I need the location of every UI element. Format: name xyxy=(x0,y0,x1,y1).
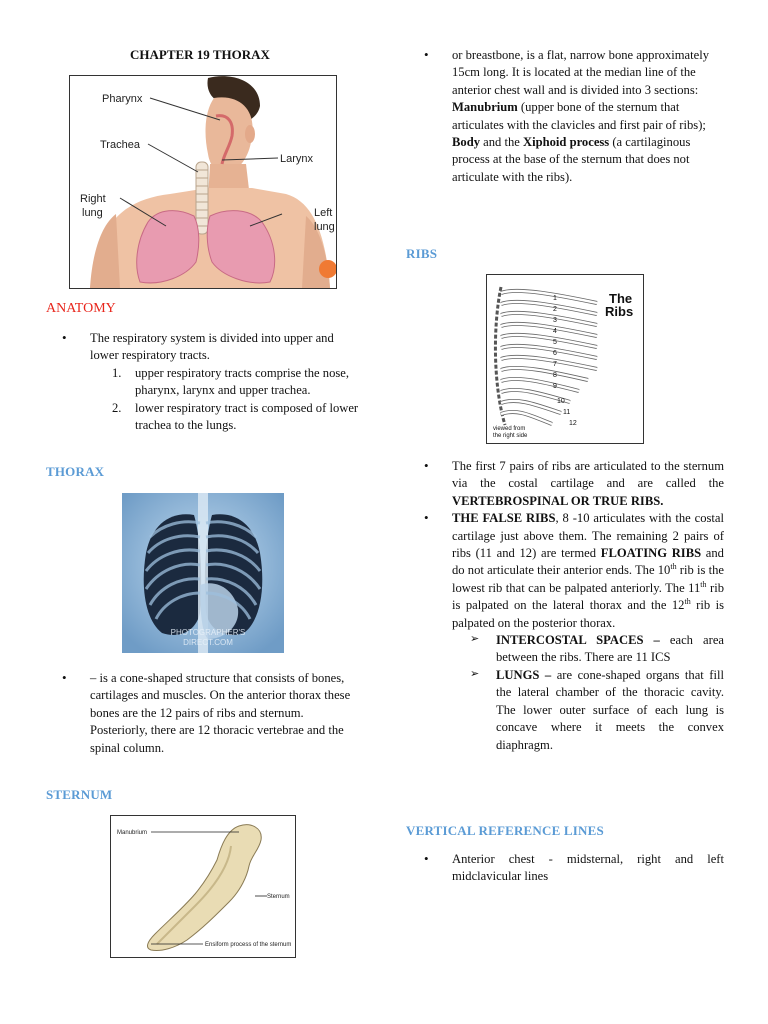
trachea-label: Trachea xyxy=(100,139,140,151)
vertical-lines-bullet-text: Anterior chest - midsternal, right and left midclavicular lines xyxy=(452,852,724,884)
anatomy-numbered-list xyxy=(112,365,362,435)
rib-number-label: 7 xyxy=(553,361,557,368)
rib-number-label: 6 xyxy=(553,350,557,357)
list-item xyxy=(112,365,362,400)
left-lung-label-2: lung xyxy=(314,221,335,233)
ribs-bullets xyxy=(424,458,724,754)
thorax-bullet xyxy=(62,670,362,757)
ribs-caption-line1: viewed from xyxy=(493,426,526,432)
sternum-body-label: Sternum xyxy=(267,894,290,900)
rib-number-label: 3 xyxy=(553,317,557,324)
pharynx-label: Pharynx xyxy=(102,93,143,105)
list-number: 1. xyxy=(112,365,122,380)
vertical-lines-bullet xyxy=(424,851,724,886)
rib-number-label: 11 xyxy=(563,409,571,416)
rib-number-label: 12 xyxy=(569,420,577,427)
bullet-icon: • xyxy=(424,458,429,473)
left-lung-label-1: Left xyxy=(314,207,333,219)
sternum-heading: STERNUM xyxy=(46,787,113,802)
ribs-subbullet-1: ➢ INTERCOSTAL SPACES – each area between the ribs. There are 11 ICS xyxy=(470,633,725,665)
ribs-figure-title-line1: The xyxy=(609,291,633,306)
ribs-heading: RIBS xyxy=(406,246,438,261)
rib-number-label: 8 xyxy=(553,372,557,379)
chapter-title: CHAPTER 19 THORAX xyxy=(130,47,270,62)
bullet-icon: • xyxy=(424,47,429,62)
right-lung-label-1: Right xyxy=(80,193,106,205)
rib-number-label: 5 xyxy=(553,339,557,346)
chest-xray-image xyxy=(122,493,284,653)
list-item xyxy=(112,400,362,435)
thorax-heading: THORAX xyxy=(46,464,105,479)
sternum-illustration xyxy=(111,816,295,957)
list-number: 2. xyxy=(112,400,122,415)
ribs-figure xyxy=(486,274,644,444)
thorax-bullet-text: – is a cone-shaped structure that consists of bones, cartilages and muscles. On the anterior thorax these bones are the 12 pairs of ribs and sternum. Posteriorly, there are 12 thoracic vertebrae and the spinal column. xyxy=(90,671,351,755)
xray-watermark-line2: DIRECT.COM xyxy=(183,638,233,647)
anatomy-heading: ANATOMY xyxy=(46,301,116,316)
ribs-illustration xyxy=(487,275,643,443)
anatomy-bullet-text: The respiratory system is divided into upper and lower respiratory tracts. xyxy=(90,331,334,363)
chest-xray-figure xyxy=(122,493,284,653)
ribs-subbullet-2: ➢ LUNGS – are cone-shaped organs that fill the lateral chamber of the thoracic cavity. The lower outer surface of each lung is concave where it meets the convex diaphragm. xyxy=(470,667,724,752)
rib-number-label: 4 xyxy=(553,328,557,335)
manubrium-label: Manubrium xyxy=(117,830,148,836)
arrow-bullet-icon: ➢ xyxy=(470,667,480,680)
respiratory-anatomy-figure xyxy=(69,75,337,289)
right-lung-label-2: lung xyxy=(82,207,103,219)
sternum-figure xyxy=(110,815,296,958)
bullet-icon: • xyxy=(62,670,67,685)
bullet-icon: • xyxy=(424,510,429,526)
ribs-bullet-2: • THE FALSE RIBS, 8 -10 articulates with the costal cartilage just above them. The remaining 2 pairs of ribs (11 and 12) are termed FLOATING RIBS and do not articulate their anterior ends. The 10th rib is the lowest rib that can be palpated anteriorly. The 11th rib is palpated on the lateral thorax and the 12th rib is palpated on the posterior thorax. xyxy=(424,510,724,630)
ribs-bullet-1: • The first 7 pairs of ribs are articulated to the sternum via the costal cartilage and are called the VERTEBROSPINAL OR TRUE RIBS. xyxy=(424,458,724,508)
rib-number-label: 2 xyxy=(553,306,557,313)
list-item-text: lower respiratory tract is composed of lower trachea to the lungs. xyxy=(135,400,359,433)
rib-number-label: 10 xyxy=(557,398,565,405)
arrow-bullet-icon: ➢ xyxy=(470,633,480,646)
larynx-label: Larynx xyxy=(280,153,314,165)
respiratory-anatomy-illustration xyxy=(70,76,336,288)
xiphoid-label: Ensiform process of the sternum xyxy=(205,942,292,948)
bullet-icon: • xyxy=(62,330,67,345)
list-item-text: upper respiratory tracts comprise the nose, pharynx, larynx and upper trachea. xyxy=(135,365,350,398)
ribs-caption-line2: the right side xyxy=(493,433,528,439)
rib-number-label: 9 xyxy=(553,383,557,390)
vertical-reference-lines-heading: VERTICAL REFERENCE LINES xyxy=(406,823,604,838)
sternum-bullet xyxy=(424,47,724,186)
ribs-figure-title-line2: Ribs xyxy=(605,304,634,319)
sternum-bullet-text: or breastbone, is a flat, narrow bone approximately 15cm long. It is located at the median line of the anterior chest wall and is divided into 3 sections: Manubrium (upper bone of the sternum that articulates with the clavicles and first pair of ribs); Body and the Xiphoid process (a cartilaginous process at the base of the sternum that does not articulate with the ribs). xyxy=(452,48,710,184)
rib-number-label: 1 xyxy=(553,295,557,302)
xray-watermark-line1: PHOTOGRAPHER'S xyxy=(170,628,246,637)
bullet-icon: • xyxy=(424,851,429,866)
anatomy-list xyxy=(62,330,362,434)
